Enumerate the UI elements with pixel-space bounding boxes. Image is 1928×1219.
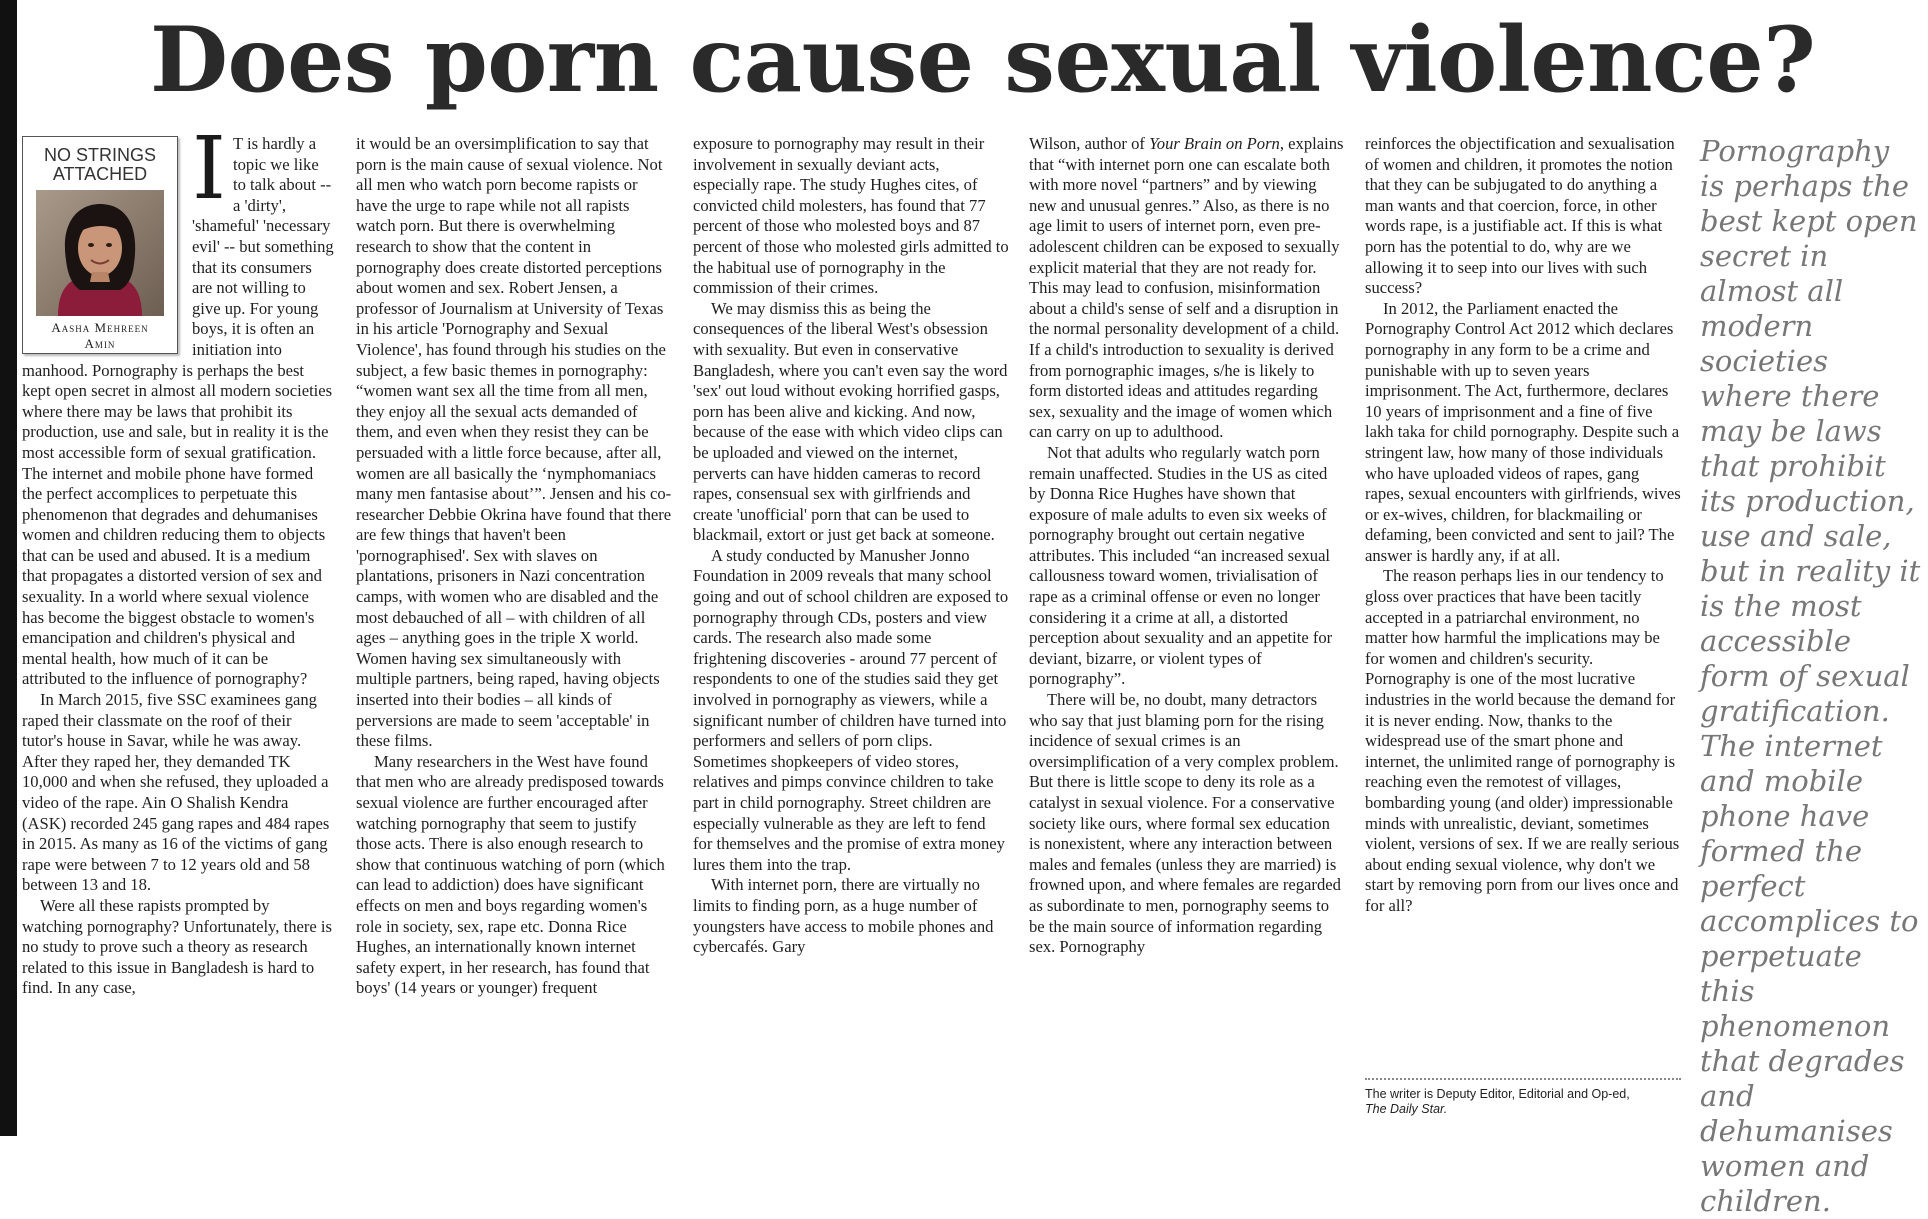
article-paragraph-text: T is hardly a topic we like to talk about -- a 'dirty', 'shameful' 'necessary evil' -- but something that its consumers are not willing to give up. For young boys, it is often an initiation into manhood. Pornography is perhaps the best kept open secret in almost all modern societies where there may be laws that prohibit its production, use and sale, but in reality it is the most accessible form of sexual gratification. The internet and mobile phone have formed the perfect accomplices to perpetuate this phenomenon that degrades and dehumanises women and children reducing them to objects that can be used and abused. It is a medium that propagates a distorted version of sex and sexuality. In a world where sexual violence has become the biggest obstacle to women's emancipation and children's physical and mental health, how much of it can be attributed to the influence of pornography? (22, 134, 334, 689)
article-column-4 (1029, 134, 1345, 1124)
column-name-line-1: NO STRINGS (43, 145, 156, 165)
article-paragraph: A study conducted by Manusher Jonno Foundation in 2009 reveals that many school going and out of school children are exposed to pornography through CDs, posters and view cards. The research also made some frightening discoveries - around 77 percent of respondents to one of the studies said they get involved in pornography as viewers, while a significant number of children have turned into performers and sellers of porn clips. Sometimes shopkeepers of video stores, relatives and pimps convince children to take part in child pornography. Street children are especially vulnerable as they are left to fend for themselves and the promise of extra money lures them into the trap. (693, 545, 1009, 874)
article-paragraph: Many researchers in the West have found that men who are already predisposed towards sexual violence are further encouraged after watching pornography that seem to justify those acts. There is also enough research to show that continuous watching of porn (which can lead to addiction) does have significant effects on men and boys regarding women's role in society, sex, rape etc. Donna Rice Hughes, an internationally known internet safety expert, in her research, has found that boys' (14 years or younger) frequent (356, 751, 665, 998)
article-column-3 (693, 134, 1009, 1124)
publication-name: The Daily Star. (1365, 1102, 1448, 1116)
author-name (23, 320, 177, 352)
left-edge-band (0, 0, 17, 1136)
column-byline-box (22, 136, 178, 354)
article-paragraph: We may dismiss this as being the consequences of the liberal West's obsession with sexuality. But even in conservative Bangladesh, where you can't even say the word 'sex' out loud without evoking horrified gasps, porn has been alive and kicking. And now, because of the ease with which video clips can be uploaded and viewed on the internet, perverts can have hidden cameras to record rapes, consensual sex with girlfriends and create 'unofficial' porn that can be used to blackmail, extort or just get back at someone. (693, 298, 1008, 545)
author-footnote (1365, 1078, 1681, 1117)
article-paragraph: In 2012, the Parliament enacted the Pornography Control Act 2012 which declares pornography in any form to be a crime and punishable with up to seven years imprisonment. The Act, furthermore, declares 10 years of imprisonment and a fine of five lakh taka for child pornography. Despite such a stringent law, how many of those individuals who have uploaded videos of rapes, gang rapes, sexual encounters with girlfriends, wives or ex-wives, children, for blackmailing or defaming, been convicted and sent to jail? The answer is hardly any, if at all. (1365, 298, 1681, 565)
author-photo (36, 190, 164, 316)
pull-quote: Pornography is perhaps the best kept open secret in almost all modern societies where there may be laws that prohibit its production, use and sale, but in reality it is the most accessible form of sexual gratification. The internet and mobile phone have formed the perfect accomplices to perpetuate this phenomenon that degrades and dehumanises women and children. (1700, 134, 1921, 1218)
author-name-line-2: Amin (84, 336, 116, 351)
article-text: Wilson, author of (1029, 134, 1150, 153)
column-name-line-2: ATTACHED (52, 164, 148, 184)
drop-cap: I (192, 134, 226, 219)
article-paragraph: In March 2015, five SSC examinees gang raped their classmate on the roof of their tutor's house in Savar, while he was away. After they raped her, they demanded TK 10,000 and when she refused, they uploaded a video of the rape. Ain O Shalish Kendra (ASK) recorded 245 gang rapes and 484 rapes in 2015. As many as 16 of the victims of gang rape were between 7 to 12 years old and 58 between 13 and 18. (22, 690, 330, 895)
article-paragraph: reinforces the objectification and sexualisation of women and children, it promotes the notion that they can be subjugated to do anything a man wants and that coercion, force, in other words rape, is a justifiable act. If this is what porn has the potential to do, why are we allowing it to seep into our lives with such success? (1365, 134, 1675, 298)
article-column-2 (356, 134, 672, 1124)
column-name (23, 146, 177, 184)
article-column-5 (1365, 134, 1681, 1069)
article-paragraph: There will be, no doubt, many detractors who say that just blaming porn for the rising incidence of sexual crimes is an oversimplification of a very complex problem. But there is little scope to deny its role as a catalyst in sexual violence. For a conservative society like ours, where formal sex education is nonexistent, where any interaction between males and females (unless they are married) is frowned upon, and where females are regarded as subordinate to men, pornography seems to be the main source of information regarding sex. Pornography (1029, 690, 1341, 957)
book-title: Your Brain on Porn (1149, 134, 1280, 153)
article-paragraph: it would be an oversimplification to say that porn is the main cause of sexual violence. Not all men who watch porn become rapists or have the urge to rape while not all rapists watch porn. But there is overwhelming research to show that the content in pornography does create distorted perceptions about women and sex. Robert Jensen, a professor of Journalism at University of Texas in his article 'Pornography and Sexual Violence', has found through his studies on the subject, a few basic themes in pornography: “women want sex all the time from all men, they enjoy all the sexual acts demanded of them, and even when they resist they can be persuaded with a little force because, after all, women are all basically the ‘nymphomaniacs many men fantasise about’”. Jensen and his co-researcher Debbie Okrina have found that there are few things that haven't been 'pornographised'. Sex with slaves on plantations, prisoners in Nazi concentration camps, with women who are disabled and the most debauched of all – with children of all ages – anything goes in the triple X world. Women having sex simultaneously with multiple partners, being raped, having objects inserted into their bodies – all kinds of perversions are made to seem 'acceptable' in these films. (356, 134, 672, 751)
article-paragraph: exposure to pornography may result in their involvement in sexually deviant acts, especially rape. The study Hughes cites, of convicted child molesters, has found that 77 percent of those who molested boys and 87 percent of those who molested girls admitted to the habitual use of pornography in the commission of their crimes. (693, 134, 1009, 298)
footnote-text: The writer is Deputy Editor, Editorial and Op-ed, (1365, 1087, 1630, 1101)
author-name-line-1: Aasha Mehreen (51, 320, 149, 335)
article-paragraph: Were all these rapists prompted by watching pornography? Unfortunately, there is no study to prove such a theory as research related to this issue in Bangladesh is hard to find. In any case, (22, 895, 332, 998)
headline: Does porn cause sexual violence? (150, 7, 1816, 113)
article-column-1 (22, 134, 334, 1124)
article-paragraph (1029, 134, 1345, 443)
article-text: , explains that “with internet porn one can escalate both with more novel “partners” and by viewing new and unusual genres.” Also, as there is no age limit to users of internet porn, even pre-adolescent children can be exposed to sexually explicit material that they are not ready for. This may lead to confusion, misinformation about a child's sense of self and a disruption in the normal personality development of a child. If a child's introduction to sexuality is derived from pornographic images, s/he is likely to form distorted ideas and attitudes regarding sex, sexuality and the image of women which can carry on up to adulthood. (1029, 134, 1344, 442)
article-paragraph: With internet porn, there are virtually no limits to finding porn, as a huge number of youngsters have access to mobile phones and cybercafés. Gary (693, 875, 994, 957)
article-paragraph: The reason perhaps lies in our tendency to gloss over practices that have been tacitly accepted in a patriarchal environment, no matter how harmful the implications may be for women and children's security. Pornography is one of the most lucrative industries in the world because the demand for it is never ending. Now, thanks to the widespread use of the smart phone and internet, the unlimited range of pornography is reaching even the remotest of villages, bombarding young (and older) impressionable minds with unrealistic, deviant, sometimes violent, versions of sex. If we are really serious about ending sexual violence, why don't we start by removing porn from our lives once and for all? (1365, 566, 1680, 915)
article-paragraph: Not that adults who regularly watch porn remain unaffected. Studies in the US as cited by Donna Rice Hughes have shown that exposure of male adults to even six weeks of pornography brought out certain negative attributes. This included “an increased sexual callousness toward women, trivialisation of rape as a criminal offense or even no longer considering it a crime at all, a distorted perception about sexuality and an appetite for deviant, bizarre, or violent types of pornography”. (1029, 442, 1333, 689)
